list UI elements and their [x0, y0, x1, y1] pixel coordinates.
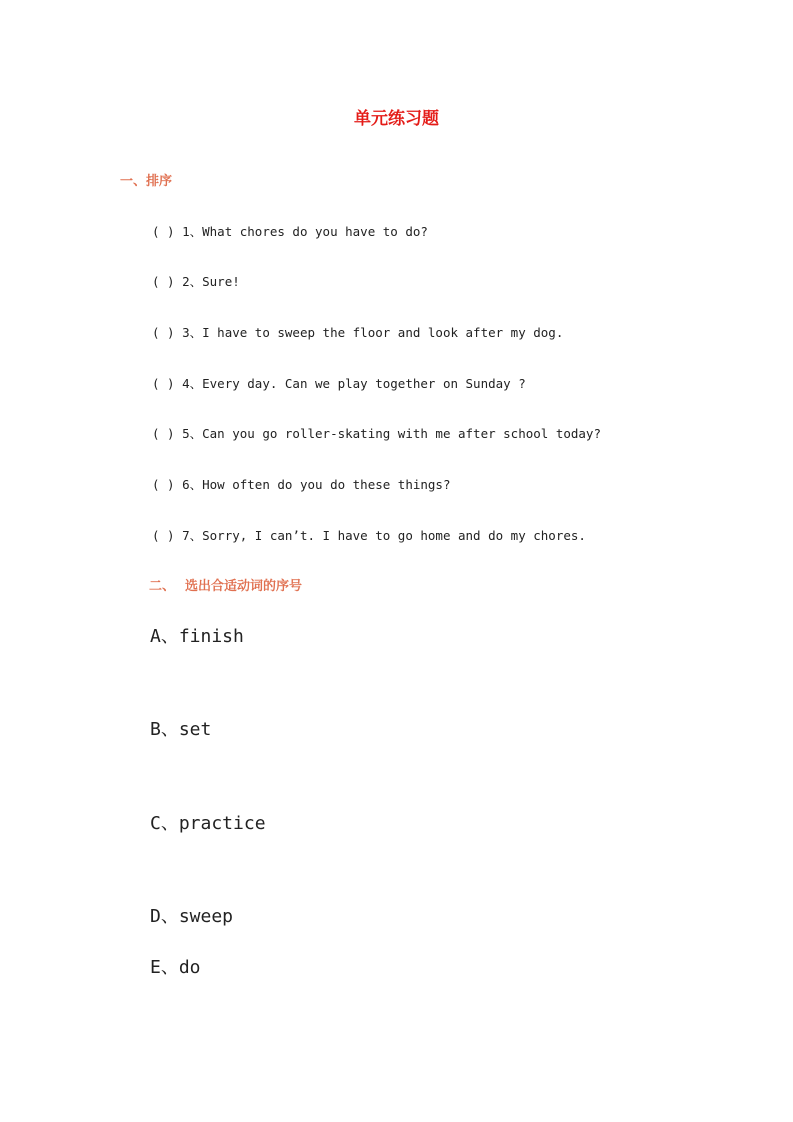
section-2-number: 二、 — [149, 579, 176, 594]
question-3: ( ) 3、I have to sweep the floor and look after my dog. — [152, 325, 564, 340]
section-1-heading: 一、排序 — [120, 174, 173, 189]
option-c: C、practice — [150, 813, 266, 834]
question-1: ( ) 1、What chores do you have to do? — [152, 224, 428, 239]
section-2-title: 选出合适动词的序号 — [185, 579, 303, 594]
question-6: ( ) 6、How often do you do these things? — [152, 477, 451, 492]
option-e: E、do — [150, 957, 201, 978]
question-5: ( ) 5、Can you go roller-skating with me after school today? — [152, 426, 601, 441]
section-2-heading — [149, 575, 302, 594]
option-b: B、set — [150, 719, 212, 740]
page-title: 单元练习题 — [354, 109, 439, 129]
option-a: A、finish — [150, 626, 244, 647]
option-d: D、sweep — [150, 906, 234, 927]
question-7: ( ) 7、Sorry, I can’t. I have to go home and do my chores. — [152, 528, 586, 543]
question-4: ( ) 4、Every day. Can we play together on Sunday ? — [152, 376, 526, 391]
question-2: ( ) 2、Sure! — [152, 274, 240, 289]
